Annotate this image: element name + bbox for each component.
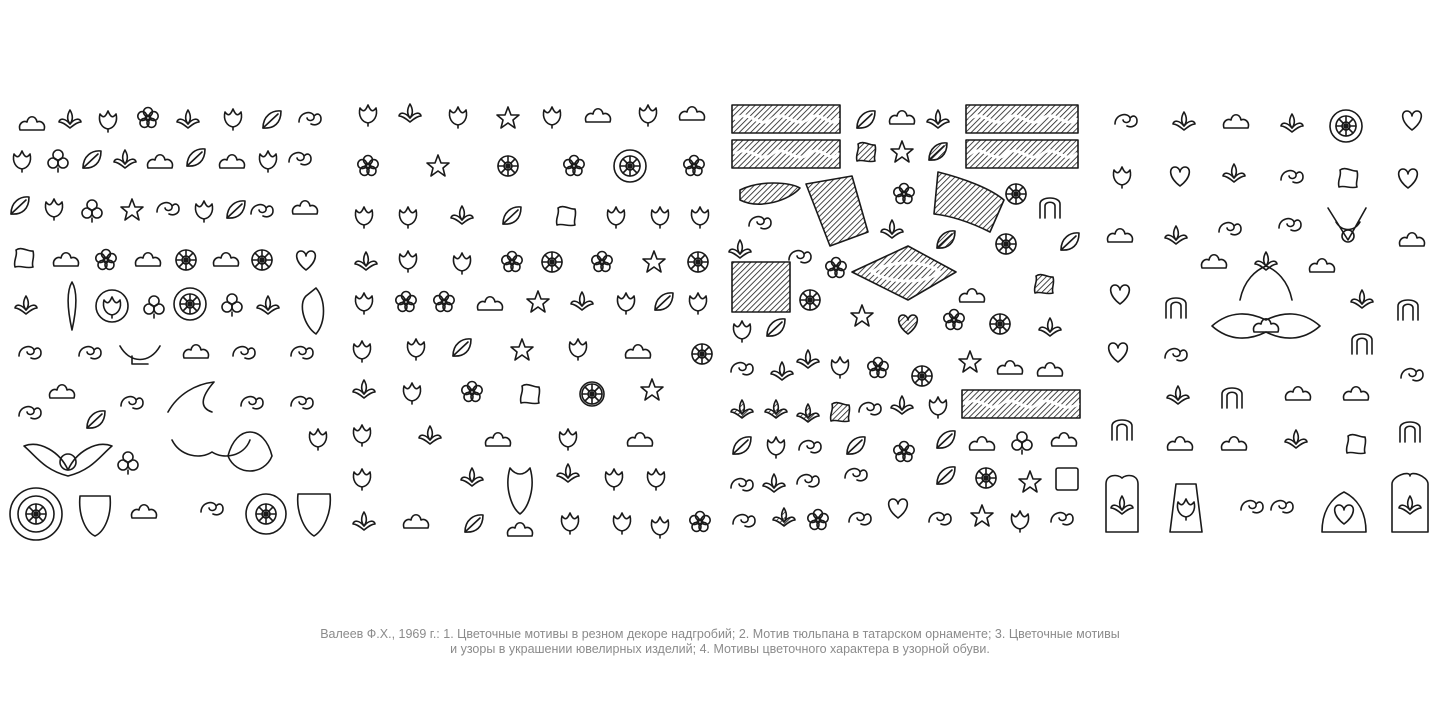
- plate-3-jewelry-motifs: [729, 105, 1080, 532]
- plate-1-carved-tombstone-motifs: [10, 108, 330, 541]
- plate-4-footwear-motifs: [1106, 110, 1428, 532]
- plate-2-tulip-motifs: [353, 104, 712, 538]
- figure-caption: [220, 627, 1220, 657]
- caption-line-2: и узоры в украшении ювелирных изделий; 4. Мотивы цветочного характера в узорной обуви.: [450, 642, 990, 656]
- caption-line-1: Валеев Ф.Х., 1969 г.: 1. Цветочные мотивы в резном декоре надгробий; 2. Мотив тюльпана в татарском орнаменте; 3. Цветочные мотивы: [320, 627, 1120, 641]
